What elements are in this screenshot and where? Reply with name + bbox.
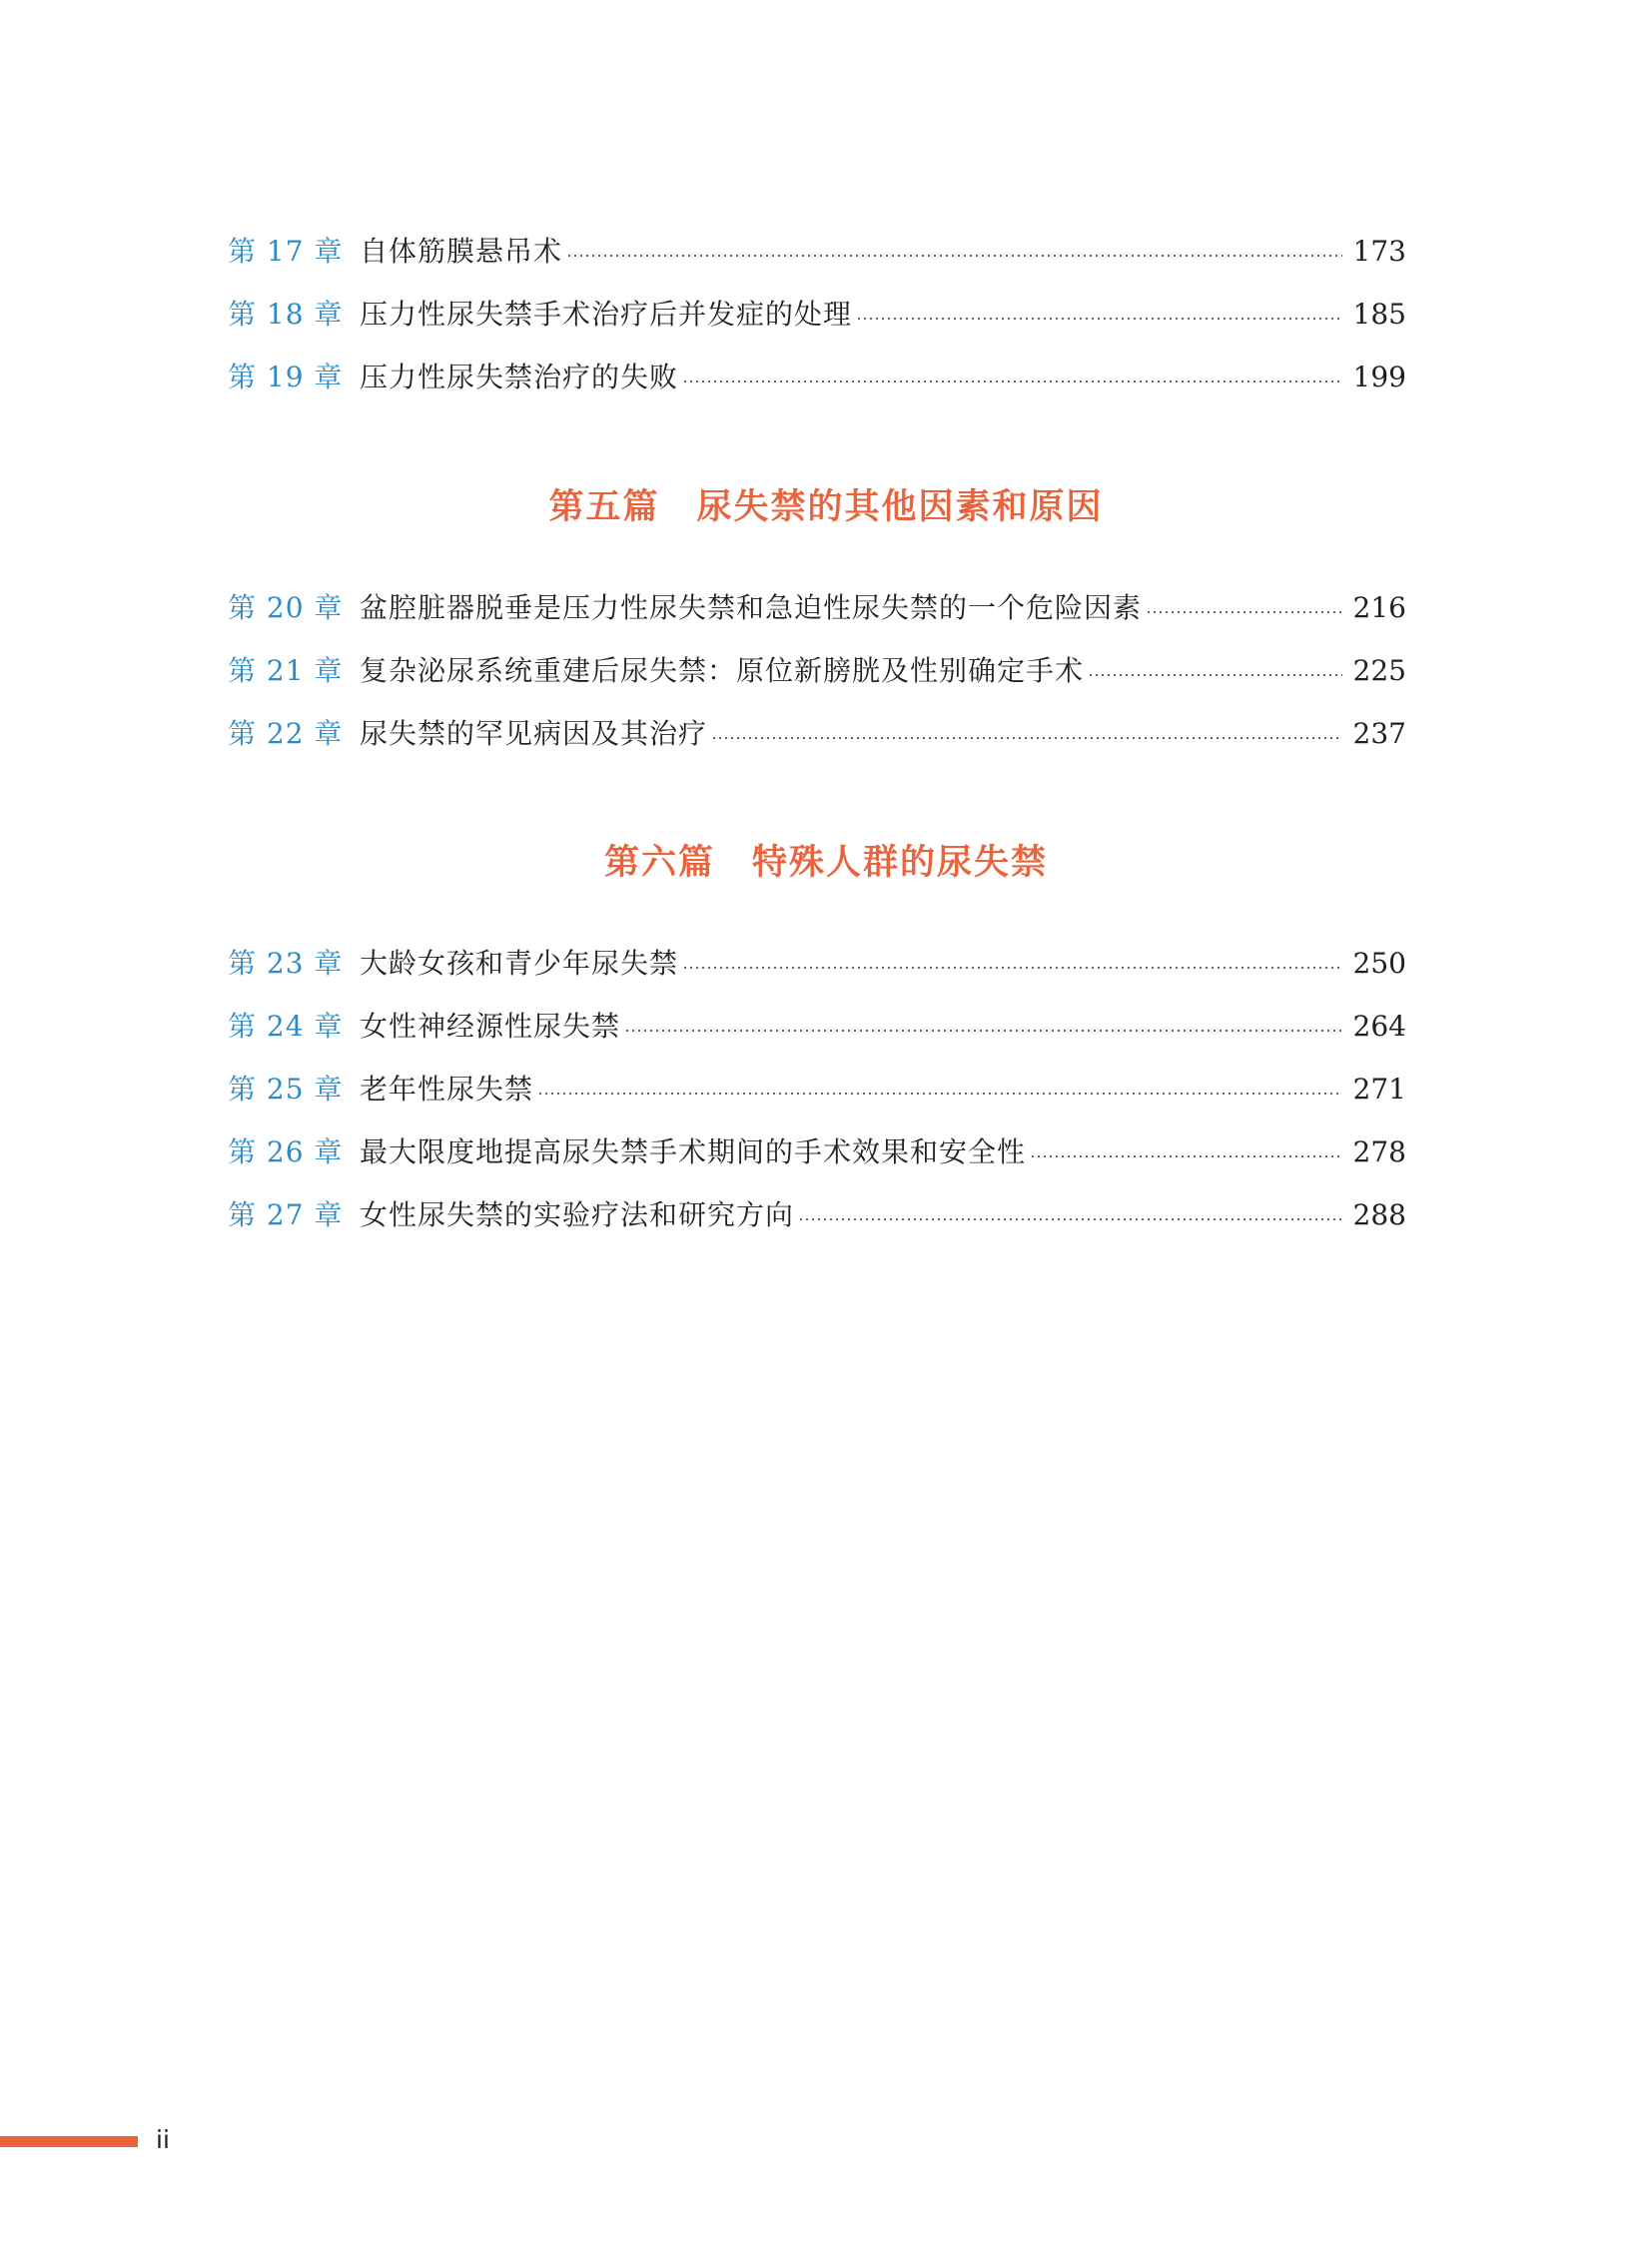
page-number: 271 — [1352, 1073, 1406, 1106]
chapter-number: 第 22 章 — [228, 717, 344, 750]
chapter-number: 第 26 章 — [228, 1135, 344, 1168]
dot-leader — [1088, 672, 1342, 678]
chapter-title: 盆腔脏器脱垂是压力性尿失禁和急迫性尿失禁的一个危险因素 — [360, 591, 1143, 624]
page-number: 185 — [1352, 298, 1406, 331]
part-heading: 第六篇 特殊人群的尿失禁 — [603, 843, 1048, 883]
chapter-number: 第 27 章 — [228, 1198, 344, 1231]
dot-leader — [1030, 1153, 1342, 1159]
dot-leader — [798, 1216, 1342, 1222]
toc-entry[interactable] — [228, 647, 1406, 691]
page-number: 288 — [1352, 1198, 1406, 1231]
chapter-title: 压力性尿失禁治疗的失败 — [360, 361, 679, 393]
page-number: 173 — [1352, 235, 1406, 268]
page-number: 237 — [1352, 717, 1406, 750]
toc-entry[interactable] — [228, 1191, 1406, 1235]
page-number: 264 — [1352, 1010, 1406, 1043]
toc-entry[interactable] — [228, 940, 1406, 984]
page-number: 225 — [1352, 654, 1406, 687]
toc-entry[interactable] — [228, 584, 1406, 628]
dot-leader — [682, 378, 1342, 384]
chapter-number: 第 17 章 — [228, 235, 344, 268]
chapter-number: 第 23 章 — [228, 947, 344, 980]
footer-accent-bar — [0, 2136, 138, 2147]
page-folio: ii — [156, 2125, 170, 2154]
dot-leader — [624, 1028, 1342, 1034]
chapter-number: 第 19 章 — [228, 361, 344, 393]
chapter-number: 第 18 章 — [228, 298, 344, 331]
chapter-title: 复杂泌尿系统重建后尿失禁：原位新膀胱及性别确定手术 — [360, 654, 1085, 687]
toc-entry[interactable] — [228, 1128, 1406, 1172]
dot-leader — [856, 316, 1342, 322]
toc-entry[interactable] — [228, 1003, 1406, 1047]
chapter-number: 第 21 章 — [228, 654, 344, 687]
page-number: 278 — [1352, 1135, 1406, 1168]
chapter-title: 女性神经源性尿失禁 — [360, 1010, 621, 1043]
part-heading: 第五篇 尿失禁的其他因素和原因 — [548, 487, 1104, 527]
chapter-title: 最大限度地提高尿失禁手术期间的手术效果和安全性 — [360, 1135, 1027, 1168]
chapter-title: 自体筋膜悬吊术 — [360, 235, 563, 268]
dot-leader — [537, 1091, 1342, 1097]
toc-entry[interactable] — [228, 291, 1406, 335]
page-number: 216 — [1352, 591, 1406, 624]
toc-entry[interactable] — [228, 354, 1406, 397]
dot-leader — [1146, 609, 1342, 615]
toc-entry[interactable] — [228, 710, 1406, 754]
chapter-title: 大龄女孩和青少年尿失禁 — [360, 947, 679, 980]
dot-leader — [711, 735, 1342, 741]
chapter-title: 老年性尿失禁 — [360, 1073, 534, 1106]
dot-leader — [566, 253, 1342, 259]
toc-entry[interactable] — [228, 1066, 1406, 1110]
toc-entry[interactable] — [228, 228, 1406, 272]
chapter-title: 压力性尿失禁手术治疗后并发症的处理 — [360, 298, 853, 331]
chapter-title: 尿失禁的罕见病因及其治疗 — [360, 717, 708, 750]
page-number: 250 — [1352, 947, 1406, 980]
dot-leader — [682, 965, 1342, 971]
chapter-number: 第 20 章 — [228, 591, 344, 624]
chapter-title: 女性尿失禁的实验疗法和研究方向 — [360, 1198, 795, 1231]
chapter-number: 第 25 章 — [228, 1073, 344, 1106]
page-number: 199 — [1352, 361, 1406, 393]
chapter-number: 第 24 章 — [228, 1010, 344, 1043]
